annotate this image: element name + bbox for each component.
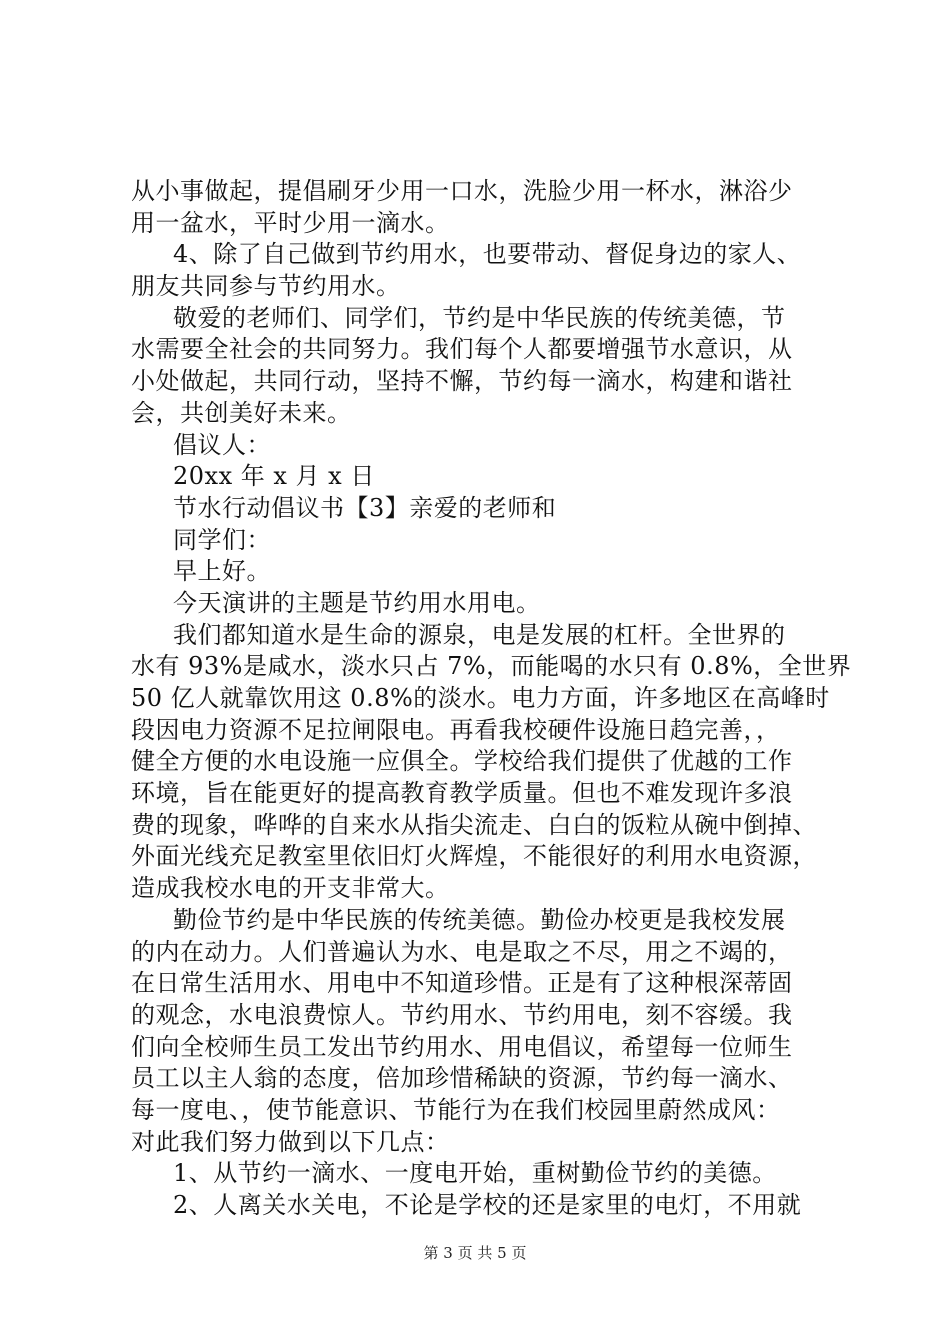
text-line: 朋友共同参与节约用水。 — [131, 272, 401, 301]
text-line: 我们都知道水是生命的源泉，电是发展的杠杆。全世界的 — [173, 620, 786, 649]
text-line: 用一盆水，平时少用一滴水。 — [131, 208, 450, 237]
signature-label: 倡议人： — [173, 430, 271, 459]
text-line: 水有 93%是咸水，淡水只占 7%，而能喝的水只有 0.8%，全世界 — [131, 652, 852, 681]
salutation: 同学们： — [173, 525, 271, 554]
text-line: 50 亿人就靠饮用这 0.8%的淡水。电力方面，许多地区在高峰时 — [131, 684, 830, 712]
text-line: 对此我们努力做到以下几点： — [131, 1127, 450, 1156]
page-number: 第 3 页 共 5 页 — [423, 1244, 527, 1262]
text-line: 4、除了自己做到节约用水，也要带动、督促身边的家人、 — [173, 240, 802, 269]
document-body — [131, 176, 852, 1222]
list-item: 2、人离关水关电，不论是学校的还是家里的电灯，不用就 — [173, 1191, 802, 1219]
text-line: 水需要全社会的共同努力。我们每个人都要增强节水意识，从 — [131, 335, 793, 364]
text-line: 的观念，水电浪费惊人。节约用水、节约用电，刻不容缓。我 — [131, 1000, 793, 1029]
date-line: 20xx 年 x 月 x 日 — [173, 462, 375, 491]
text-line: 勤俭节约是中华民族的传统美德。勤俭办校更是我校发展 — [173, 905, 786, 934]
text-line: 们向全校师生员工发出节约用水、用电倡议，希望每一位师生 — [131, 1032, 793, 1061]
text-line: 小处做起，共同行动，坚持不懈，节约每一滴水，构建和谐社 — [131, 367, 793, 396]
greeting: 早上好。 — [173, 557, 271, 586]
text-line: 造成我校水电的开支非常大。 — [131, 874, 450, 903]
text-line: 的内在动力。人们普遍认为水、电是取之不尽，用之不竭的， — [131, 937, 793, 966]
text-line: 今天演讲的主题是节约用水用电。 — [173, 588, 541, 617]
text-line: 每一度电、，使节能意识、节能行为在我们校园里蔚然成风： — [131, 1095, 781, 1124]
text-line: 员工以主人翁的态度，倍加珍惜稀缺的资源，节约每一滴水、 — [131, 1064, 793, 1093]
text-line: 从小事做起，提倡刷牙少用一口水，洗脸少用一杯水，淋浴少 — [131, 177, 793, 205]
section-title: 节水行动倡议书【3】亲爱的老师和 — [173, 493, 557, 522]
text-line: 段因电力资源不足拉闸限电。再看我校硬件设施日趋完善，， — [131, 715, 781, 744]
text-line: 会，共创美好未来。 — [131, 398, 352, 427]
text-line: 环境，旨在能更好的提高教育教学质量。但也不难发现许多浪 — [131, 779, 793, 808]
page-footer — [0, 1243, 950, 1263]
list-item: 1、从节约一滴水、一度电开始，重树勤俭节约的美德。 — [173, 1159, 777, 1188]
text-line: 外面光线充足教室里依旧灯火辉煌，不能很好的利用水电资源， — [131, 842, 817, 871]
text-line: 健全方便的水电设施一应俱全。学校给我们提供了优越的工作 — [131, 747, 793, 776]
text-line: 敬爱的老师们、同学们，节约是中华民族的传统美德，节 — [173, 303, 786, 332]
text-line: 在日常生活用水、用电中不知道珍惜。正是有了这种根深蒂固 — [131, 969, 793, 998]
text-line: 费的现象，哗哗的自来水从指尖流走、白白的饭粒从碗中倒掉、 — [131, 810, 817, 839]
